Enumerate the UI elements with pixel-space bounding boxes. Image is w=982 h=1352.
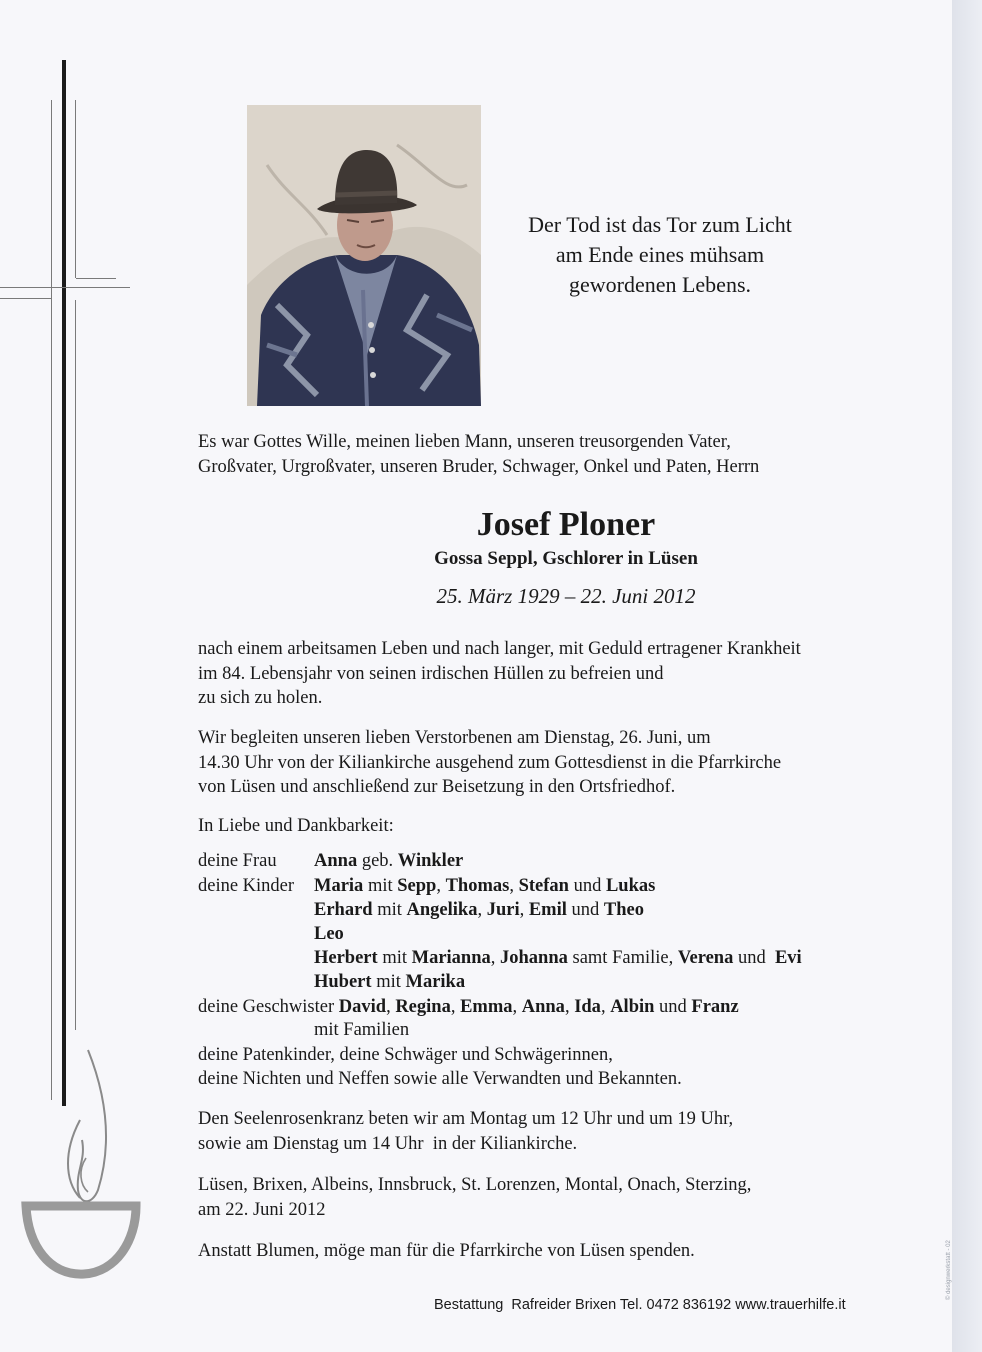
bowl-icon <box>20 1196 145 1286</box>
intro <box>198 430 759 479</box>
child-line: Maria mit Sepp, Thomas, Stefan und Lukas <box>314 876 656 896</box>
portrait-photo <box>247 105 481 406</box>
wife-line: Anna geb. Winkler <box>314 851 464 871</box>
paragraph-line: im 84. Lebensjahr von seinen irdischen Hüllen zu befreien und <box>198 663 664 684</box>
gratitude-heading: In Liebe und Dankbarkeit: <box>198 816 394 836</box>
intro-line: Großvater, Urgroßvater, unseren Bruder, Schwager, Onkel und Paten, Herrn <box>198 456 760 477</box>
rosary-info <box>198 1107 733 1156</box>
place-date <box>198 1173 751 1222</box>
funeral-home-footer: Bestattung Rafreider Brixen Tel. 0472 836192 www.trauerhilfe.it <box>434 1297 846 1313</box>
quote <box>490 210 830 300</box>
place-line: Lüsen, Brixen, Albeins, Innsbruck, St. Lorenzen, Montal, Onach, Sterzing, <box>198 1175 752 1195</box>
paragraph-line: 14.30 Uhr von der Kiliankirche ausgehend zum Gottesdienst in die Pfarrkirche <box>198 752 782 773</box>
page-edge <box>952 0 982 1352</box>
cross-line-right-top <box>75 100 76 278</box>
paragraph-line: Wir begleiten unseren lieben Verstorbenen am Dienstag, 26. Juni, um <box>198 728 711 748</box>
cross-arm-right <box>76 278 116 279</box>
cross-arm-top <box>0 287 130 288</box>
quote-line: gewordenen Lebens. <box>568 272 752 297</box>
others-line: deine Nichten und Neffen sowie alle Verwandten und Bekannten. <box>198 1069 682 1089</box>
child-line: Erhard mit Angelika, Juri, Emil und Theo <box>314 900 644 920</box>
rosary-line: Den Seelenrosenkranz beten wir am Montag um 12 Uhr und um 19 Uhr, <box>198 1109 734 1129</box>
cross-line-right-bottom <box>75 300 76 1030</box>
cross-line-left <box>51 100 52 1100</box>
date-line: am 22. Juni 2012 <box>198 1199 326 1220</box>
siblings-line: deine Geschwister David, Regina, Emma, Anna, Ida, Albin und Franz <box>198 997 739 1017</box>
paragraph-line: nach einem arbeitsamen Leben und nach langer, mit Geduld ertragener Krankheit <box>198 639 801 659</box>
cross-beam-vertical <box>62 60 66 1106</box>
paragraph-passing <box>198 637 801 711</box>
child-line: Hubert mit Marika <box>314 972 466 992</box>
wife-label: deine Frau <box>198 851 277 871</box>
quote-line: Der Tod ist das Tor zum Licht <box>528 212 792 237</box>
quote-line: am Ende eines mühsam <box>555 242 765 267</box>
paragraph-funeral <box>198 726 781 800</box>
intro-line: Es war Gottes Wille, meinen lieben Mann, unseren treusorgenden Vater, <box>198 432 731 452</box>
paragraph-line: von Lüsen und anschließend zur Beisetzung in den Ortsfriedhof. <box>198 777 676 797</box>
flowers-note: Anstatt Blumen, möge man für die Pfarrkirche von Lüsen spenden. <box>198 1241 695 1261</box>
edge-credit: © designwerkstatt - 02 <box>946 1240 952 1300</box>
siblings-suffix: mit Familien <box>314 1020 410 1040</box>
others-line: deine Patenkinder, deine Schwäger und Schwägerinnen, <box>198 1045 613 1065</box>
children-label: deine Kinder <box>198 876 295 896</box>
cross-arm-bottom-left <box>0 298 52 299</box>
deceased-name: Josef Ploner <box>476 506 656 543</box>
rosary-line: sowie am Dienstag um 14 Uhr in der Kiliankirche. <box>198 1133 578 1154</box>
deceased-nickname: Gossa Seppl, Gschlorer in Lüsen <box>434 548 698 569</box>
life-dates: 25. März 1929 – 22. Juni 2012 <box>436 584 696 608</box>
child-line: Leo <box>314 924 344 944</box>
child-line: Herbert mit Marianna, Johanna samt Familie, Verena und Evi <box>314 948 802 968</box>
paragraph-line: zu sich zu holen. <box>198 688 323 708</box>
